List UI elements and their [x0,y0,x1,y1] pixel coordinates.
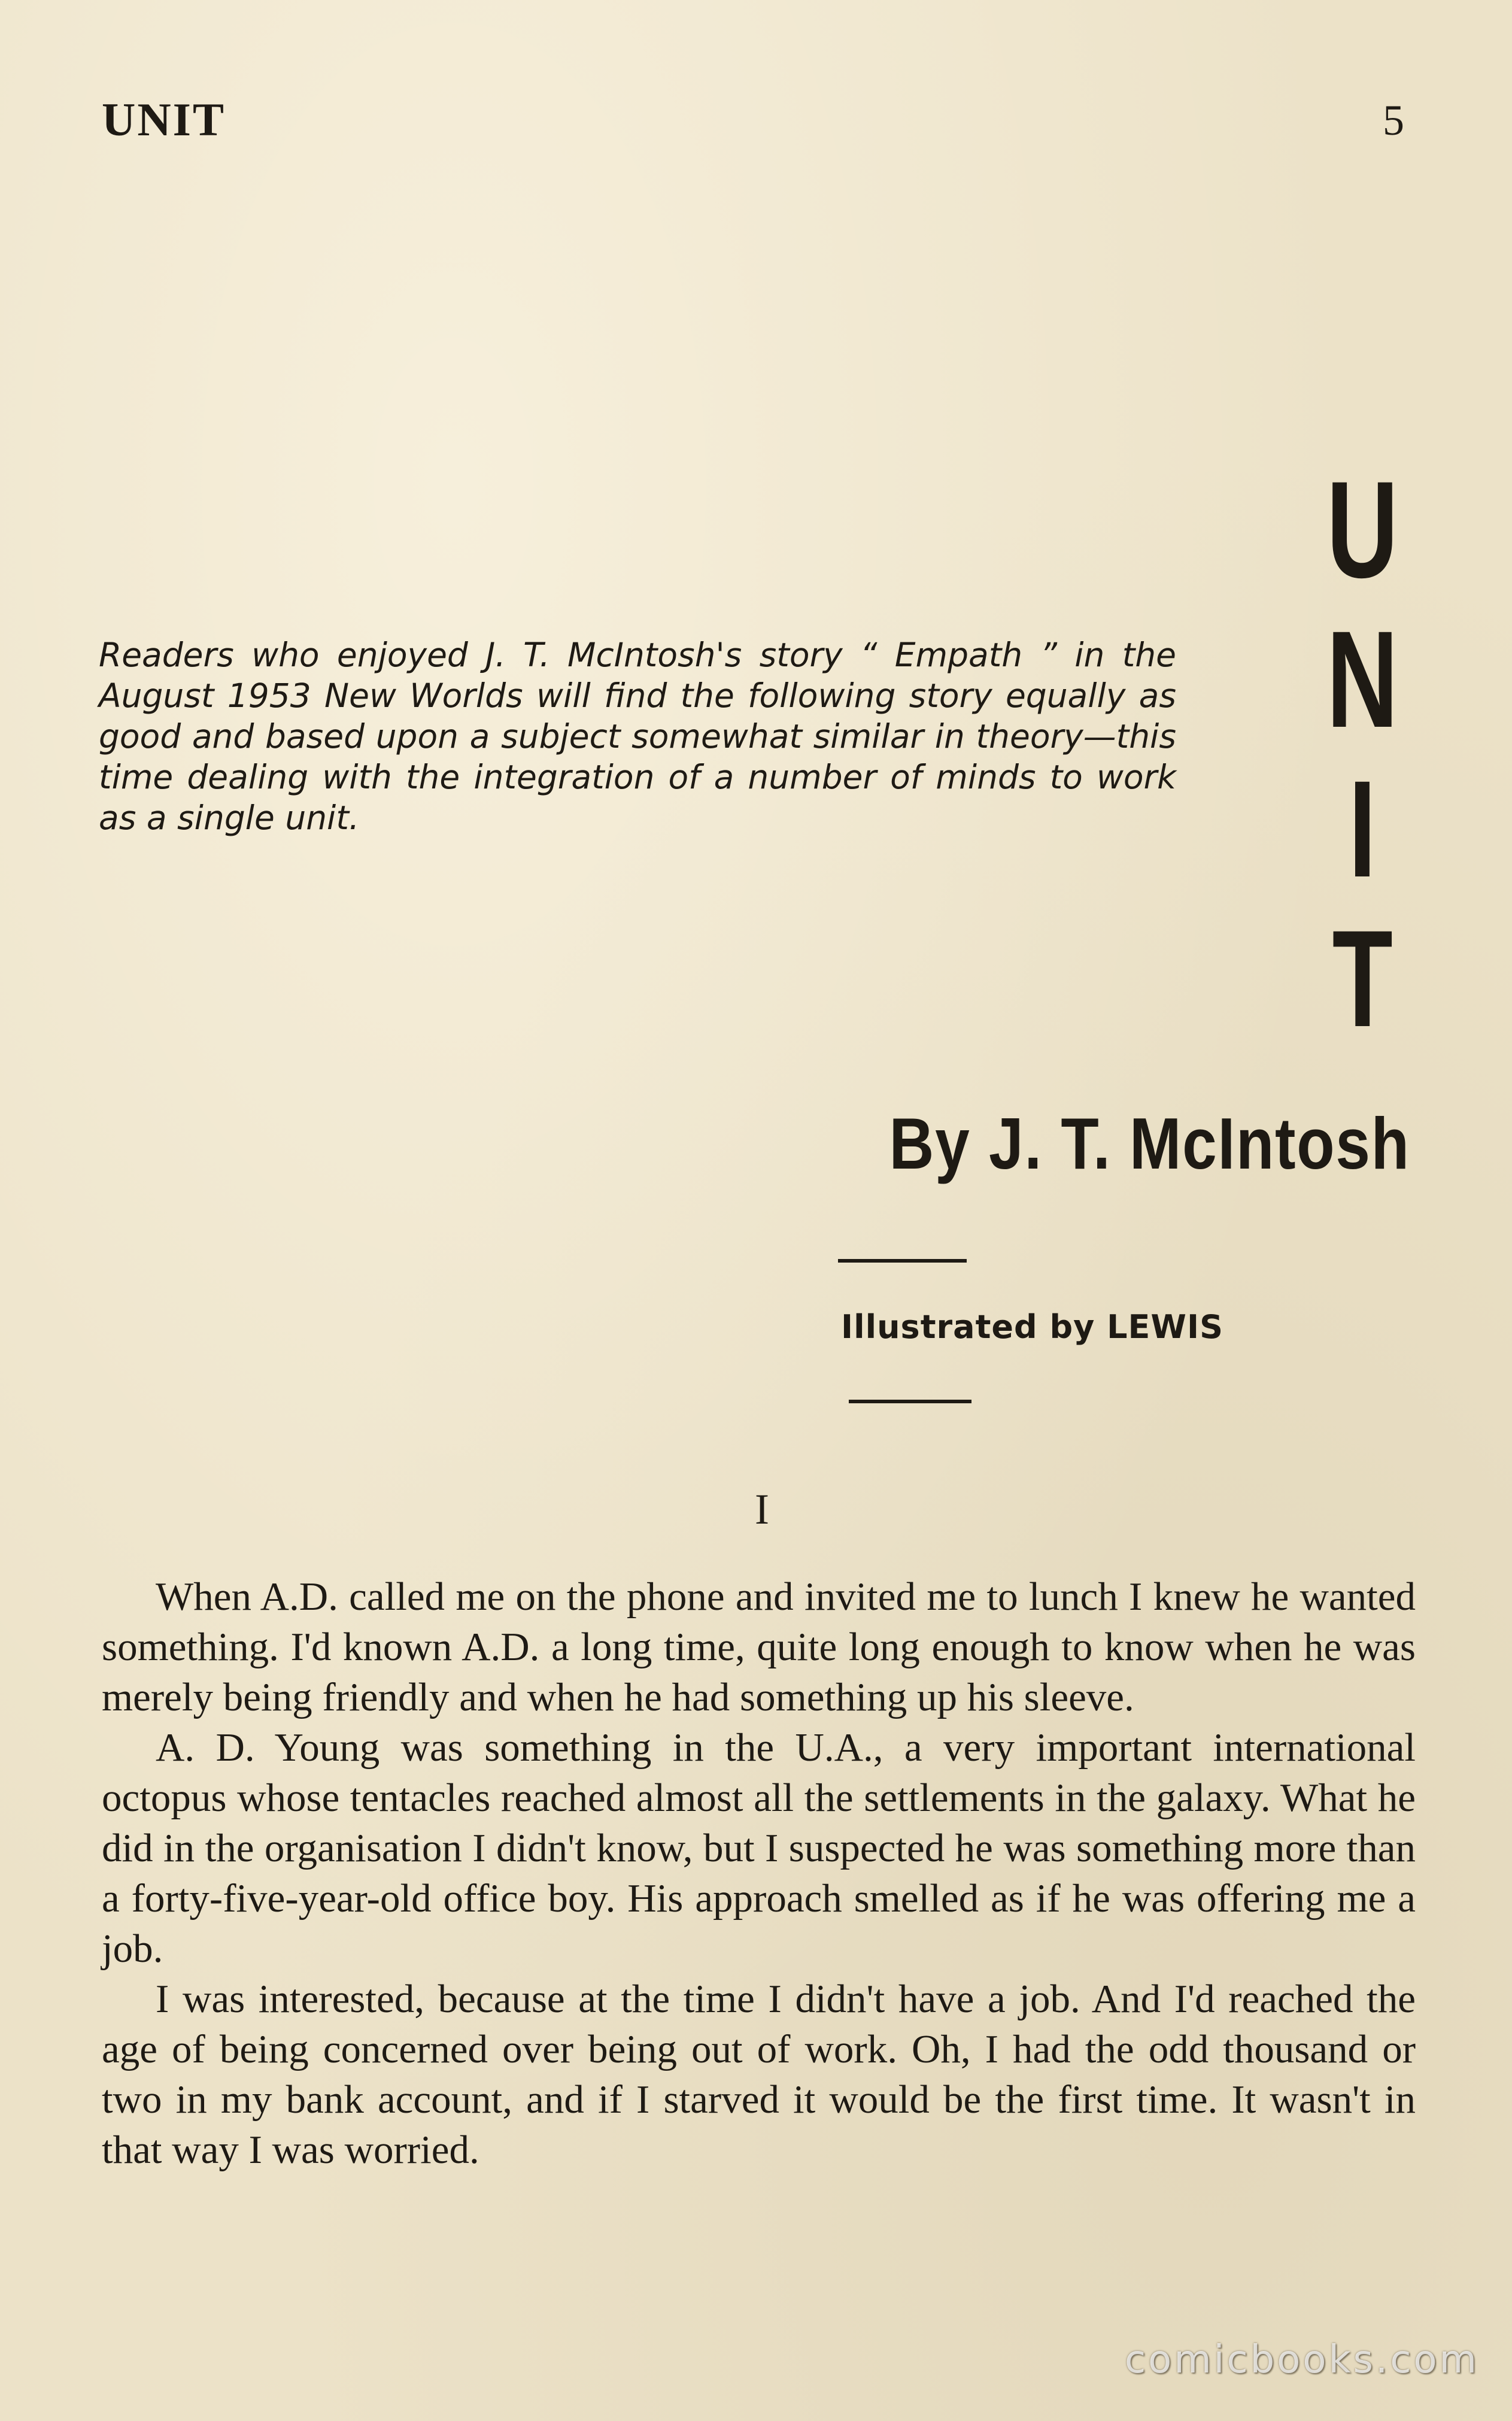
divider-rule [838,1259,967,1263]
body-paragraph: When A.D. called me on the phone and invited me to lunch I knew he wanted something. I'd known A.D. a long time, quite long enough to know when he was merely being friendly and when he had something up his sleeve. [102,1574,1416,1719]
title-letter: U [1326,453,1398,606]
body-paragraph: A. D. Young was something in the U.A., a very important international octopus whose tentacles reached almost all the settlements in the galaxy. What he did in the organisation I didn't know, but I suspected he was something more than a forty-five-year-old office boy. His approach smelled as if he was offering me a job. [102,1725,1416,1971]
story-body [102,1571,1416,2175]
title-letter: N [1326,602,1398,756]
chapter-number: I [755,1485,769,1533]
page-number: 5 [1383,96,1404,144]
running-title: UNIT [102,93,226,145]
story-introduction: Readers who enjoyed J. T. McIntosh's story “ Empath ” in the August 1953 New Worlds will find the following story equally as good and based upon a subject somewhat similar in theory—this time dealing with the integration of a number of minds to work as a single unit. [99,636,1176,837]
body-paragraph: I was interested, because at the time I didn't have a job. And I'd reached the age of being concerned over being out of work. Oh, I had the odd thousand or two in my bank account, and if I starved it would be the first time. It wasn't in that way I was worried. [102,1977,1416,2172]
divider-rule [849,1400,971,1403]
author-byline: By J. T. McIntosh [889,1103,1410,1184]
title-letter: I [1348,752,1377,906]
title-letter: T [1332,902,1393,1055]
site-watermark: comicbooks.com [1124,2338,1479,2382]
illustrator-credit: Illustrated by LEWIS [841,1308,1223,1346]
story-title [1314,455,1410,1054]
